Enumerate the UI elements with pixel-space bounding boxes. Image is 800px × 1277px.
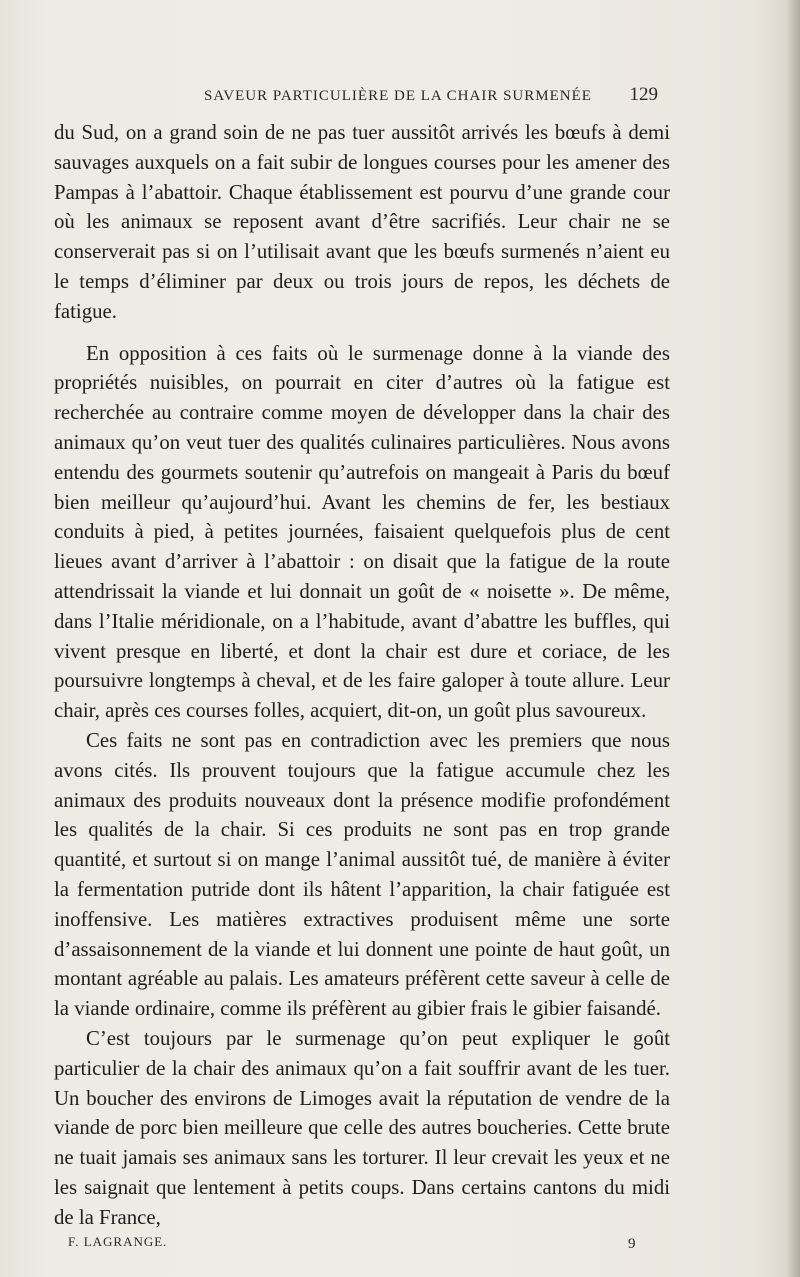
printer-signature-mark: F. LAGRANGE.	[68, 1234, 168, 1249]
paragraph-2: En opposition à ces faits où le surmenage donne à la viande des propriétés nuisibles, on pourrait en citer d’autres où la fatigue est recherchée au contraire comme moyen de développer dans la chair des animaux qu’on veut tuer des qualités culinaires particulières. Nous avons entendu des gourmets soutenir qu’autrefois on mangeait à Paris du bœuf bien meilleur qu’aujourd’hui. Avant les chemins de fer, les bestiaux conduits à pied, à petites journées, faisaient quelquefois plus de cent lieues avant d’arriver à l’abattoir : on disait que la fatigue de la route attendrissait la viande et lui donnait un goût de « noisette ». De même, dans l’Italie méridionale, on a l’habitude, avant d’abattre les buffles, qui vivent presque en liberté, et dont la chair est dure et coriace, de les poursuivre longtemps à cheval, et de les faire galoper à toute allure. Leur chair, après ces courses folles, acquiert, dit-on, un goût plus savoureux.	[54, 341, 670, 723]
body-text	[54, 118, 670, 1232]
page-edge-shadow	[786, 0, 800, 1277]
paragraph-1: du Sud, on a grand soin de ne pas tuer aussitôt arrivés les bœufs à demi sauvages auxquels on a fait subir de longues courses pour les amener des Pampas à l’abattoir. Chaque établissement est pourvu d’une grande cour où les animaux se reposent avant d’être sacrifiés. Leur chair ne se conserverait pas si on l’utilisait avant que les bœufs surmenés n’aient eu le temps d’éliminer par deux ou trois jours de repos, les déchets de fatigue.	[54, 121, 670, 323]
page-number: 129	[629, 84, 658, 105]
paragraph-4: C’est toujours par le surmenage qu’on peut expliquer le goût particulier de la chair des animaux qu’on a fait souffrir avant de les tuer. Un boucher des environs de Limoges avait la réputation de vendre de la viande de porc bien meilleure que celle des autres boucheries. Cette brute ne tuait jamais ses animaux sans les torturer. Il leur crevait les yeux et ne les saignait que lentement à petits coups. Dans certains cantons du midi de la France,	[54, 1026, 670, 1229]
printer-signature-number: 9	[628, 1236, 636, 1252]
running-head: SAVEUR PARTICULIÈRE DE LA CHAIR SURMENÉE	[204, 88, 592, 104]
paragraph-3: Ces faits ne sont pas en contradiction avec les premiers que nous avons cités. Ils prouvent toujours que la fatigue accumule chez les animaux des produits nouveaux dont la présence modifie profondément les qualités de la chair. Si ces produits ne sont pas en trop grande quantité, et surtout si on mange l’animal aussitôt tué, de manière à éviter la fermentation putride dont ils hâtent l’apparition, la chair fatiguée est inoffensive. Les matières extractives produisent même une sorte d’assaisonnement de la viande et lui donnent une pointe de haut goût, un montant agréable au palais. Les amateurs préfèrent cette saveur à celle de la viande ordinaire, comme ils préfèrent au gibier frais le gibier faisandé.	[54, 728, 670, 1021]
